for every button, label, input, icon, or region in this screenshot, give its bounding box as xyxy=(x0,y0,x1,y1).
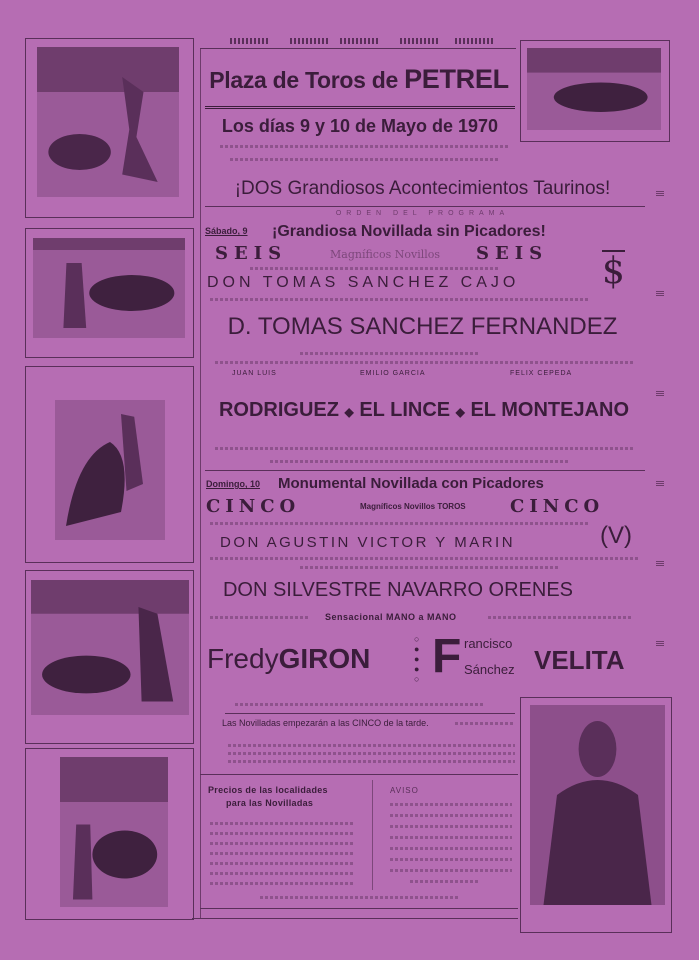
price-row xyxy=(210,862,355,865)
day1-label: Sábado, 9 xyxy=(205,226,248,236)
day2-breeder: DON AGUSTIN VICTOR Y MARIN xyxy=(220,534,516,551)
prices-title-1: Precios de las localidades xyxy=(208,785,328,795)
notice-text xyxy=(390,836,512,839)
dots-separator-icon: ○ ● ● ● ○ xyxy=(414,634,420,684)
day1-breeder-brand: $ xyxy=(602,251,625,292)
headline-rule xyxy=(205,206,645,207)
fine-print xyxy=(260,896,460,899)
bottom-rule xyxy=(200,908,518,909)
rule xyxy=(225,713,515,714)
price-row xyxy=(210,882,355,885)
torero3-name: EL MONTEJANO xyxy=(470,399,630,421)
toreros-row xyxy=(203,390,645,432)
price-row xyxy=(210,822,355,825)
fine-print xyxy=(230,158,500,161)
torero1-name: RODRIGUEZ xyxy=(218,399,339,421)
fine-print xyxy=(455,722,513,725)
day2-breeder-brand: (V) xyxy=(600,522,632,549)
fine-print xyxy=(228,744,515,747)
start-time: Las Novilladas empezarán a las CINCO de la tarde. xyxy=(222,718,429,728)
fine-print xyxy=(210,522,590,525)
top-rule xyxy=(200,48,516,49)
fine-print xyxy=(215,447,635,450)
title-plaza: Plaza de Toros de xyxy=(209,67,398,93)
fine-print xyxy=(215,361,635,364)
fine-print xyxy=(488,616,633,619)
bullfight-photo-1 xyxy=(37,47,179,197)
torero-giron xyxy=(207,642,370,676)
bullfight-photo-top-right xyxy=(527,48,661,130)
decorative-ticks xyxy=(656,190,664,196)
diamond-separator-icon: ◆ xyxy=(455,405,465,419)
torero3-first-name: FELIX CEPEDA xyxy=(510,370,573,377)
day2-count-right: CINCO xyxy=(510,496,605,517)
day2-count-left: CINCO xyxy=(206,496,301,517)
poster-title xyxy=(203,64,515,95)
notice-text xyxy=(410,880,480,883)
bullfight-photo-4 xyxy=(31,580,189,715)
price-row xyxy=(210,872,355,875)
price-row xyxy=(210,832,355,835)
prices-divider xyxy=(372,780,373,890)
ornament xyxy=(230,38,270,44)
giron-first-name: Fredy xyxy=(207,643,279,674)
fine-print xyxy=(235,703,485,706)
bottom-left-rule xyxy=(192,918,518,919)
torero2-first-name: EMILIO GARCIA xyxy=(360,370,426,377)
velita-initial: F xyxy=(432,630,462,683)
fine-print xyxy=(250,267,500,270)
decorative-ticks xyxy=(656,390,664,396)
day1-event: ¡Grandiosa Novillada sin Picadores! xyxy=(272,223,546,240)
torero1-first-name: JUAN LUIS xyxy=(232,370,277,377)
decorative-ticks xyxy=(656,560,664,566)
fine-print xyxy=(210,298,590,301)
headline: ¡DOS Grandiosos Acontecimientos Taurinos! xyxy=(234,178,611,199)
fine-print xyxy=(300,566,560,569)
day1-count-left: SEIS xyxy=(215,243,288,264)
prices-box-top xyxy=(200,774,518,775)
decorative-ticks xyxy=(656,480,664,486)
day1-breeder: DON TOMAS SANCHEZ CAJO xyxy=(207,274,520,291)
day2-event: Monumental Novillada con Picadores xyxy=(278,475,544,492)
day-separator xyxy=(205,470,645,471)
notice-text xyxy=(390,847,512,850)
mano-a-mano: Sensacional MANO a MANO xyxy=(325,612,457,622)
ornament xyxy=(400,38,440,44)
day1-count-right: SEIS xyxy=(476,243,549,264)
fine-print xyxy=(210,616,310,619)
portrait-photo-velita xyxy=(530,705,665,905)
fine-print xyxy=(228,752,515,755)
price-row xyxy=(210,852,355,855)
ornament xyxy=(290,38,330,44)
fine-print xyxy=(300,352,480,355)
fine-print xyxy=(210,557,640,560)
day2-label: Domingo, 10 xyxy=(206,479,261,489)
bullfight-photo-2 xyxy=(33,238,185,338)
bullfight-photo-3 xyxy=(55,400,165,540)
fine-print xyxy=(270,460,570,463)
notice-title: AVISO xyxy=(390,786,419,795)
title-petrel: PETREL xyxy=(404,64,509,94)
day2-count-middle: Magníficos Novillos TOROS xyxy=(360,502,466,511)
day1-count-middle: Magníficos Novillos xyxy=(330,248,441,261)
prices-title-2: para las Novilladas xyxy=(226,798,314,808)
giron-last-name: GIRON xyxy=(278,643,371,674)
bullfight-photo-5 xyxy=(60,757,168,907)
diamond-separator-icon: ◆ xyxy=(344,405,354,419)
velita-middle-name: Sánchez xyxy=(464,662,515,677)
day2-sponsor: DON SILVESTRE NAVARRO ORENES xyxy=(222,579,574,601)
notice-text xyxy=(390,858,512,861)
torero2-name: EL LINCE xyxy=(359,399,451,421)
event-dates: Los días 9 y 10 de Mayo de 1970 xyxy=(221,116,499,136)
ornament xyxy=(340,38,380,44)
fine-print xyxy=(220,145,510,148)
velita-first-name: rancisco xyxy=(464,636,513,651)
notice-text xyxy=(390,803,512,806)
notice-text xyxy=(390,814,512,817)
day1-sponsor: D. TOMAS SANCHEZ FERNANDEZ xyxy=(227,313,618,340)
fine-print xyxy=(228,760,515,763)
notice-text xyxy=(390,825,512,828)
ornament xyxy=(455,38,495,44)
velita-last-name: VELITA xyxy=(534,645,625,675)
decorative-ticks xyxy=(656,290,664,296)
decorative-ticks xyxy=(656,640,664,646)
price-row xyxy=(210,842,355,845)
notice-text xyxy=(390,869,512,872)
title-rule xyxy=(205,106,515,109)
program-label: ORDEN DEL PROGRAMA xyxy=(335,210,510,217)
